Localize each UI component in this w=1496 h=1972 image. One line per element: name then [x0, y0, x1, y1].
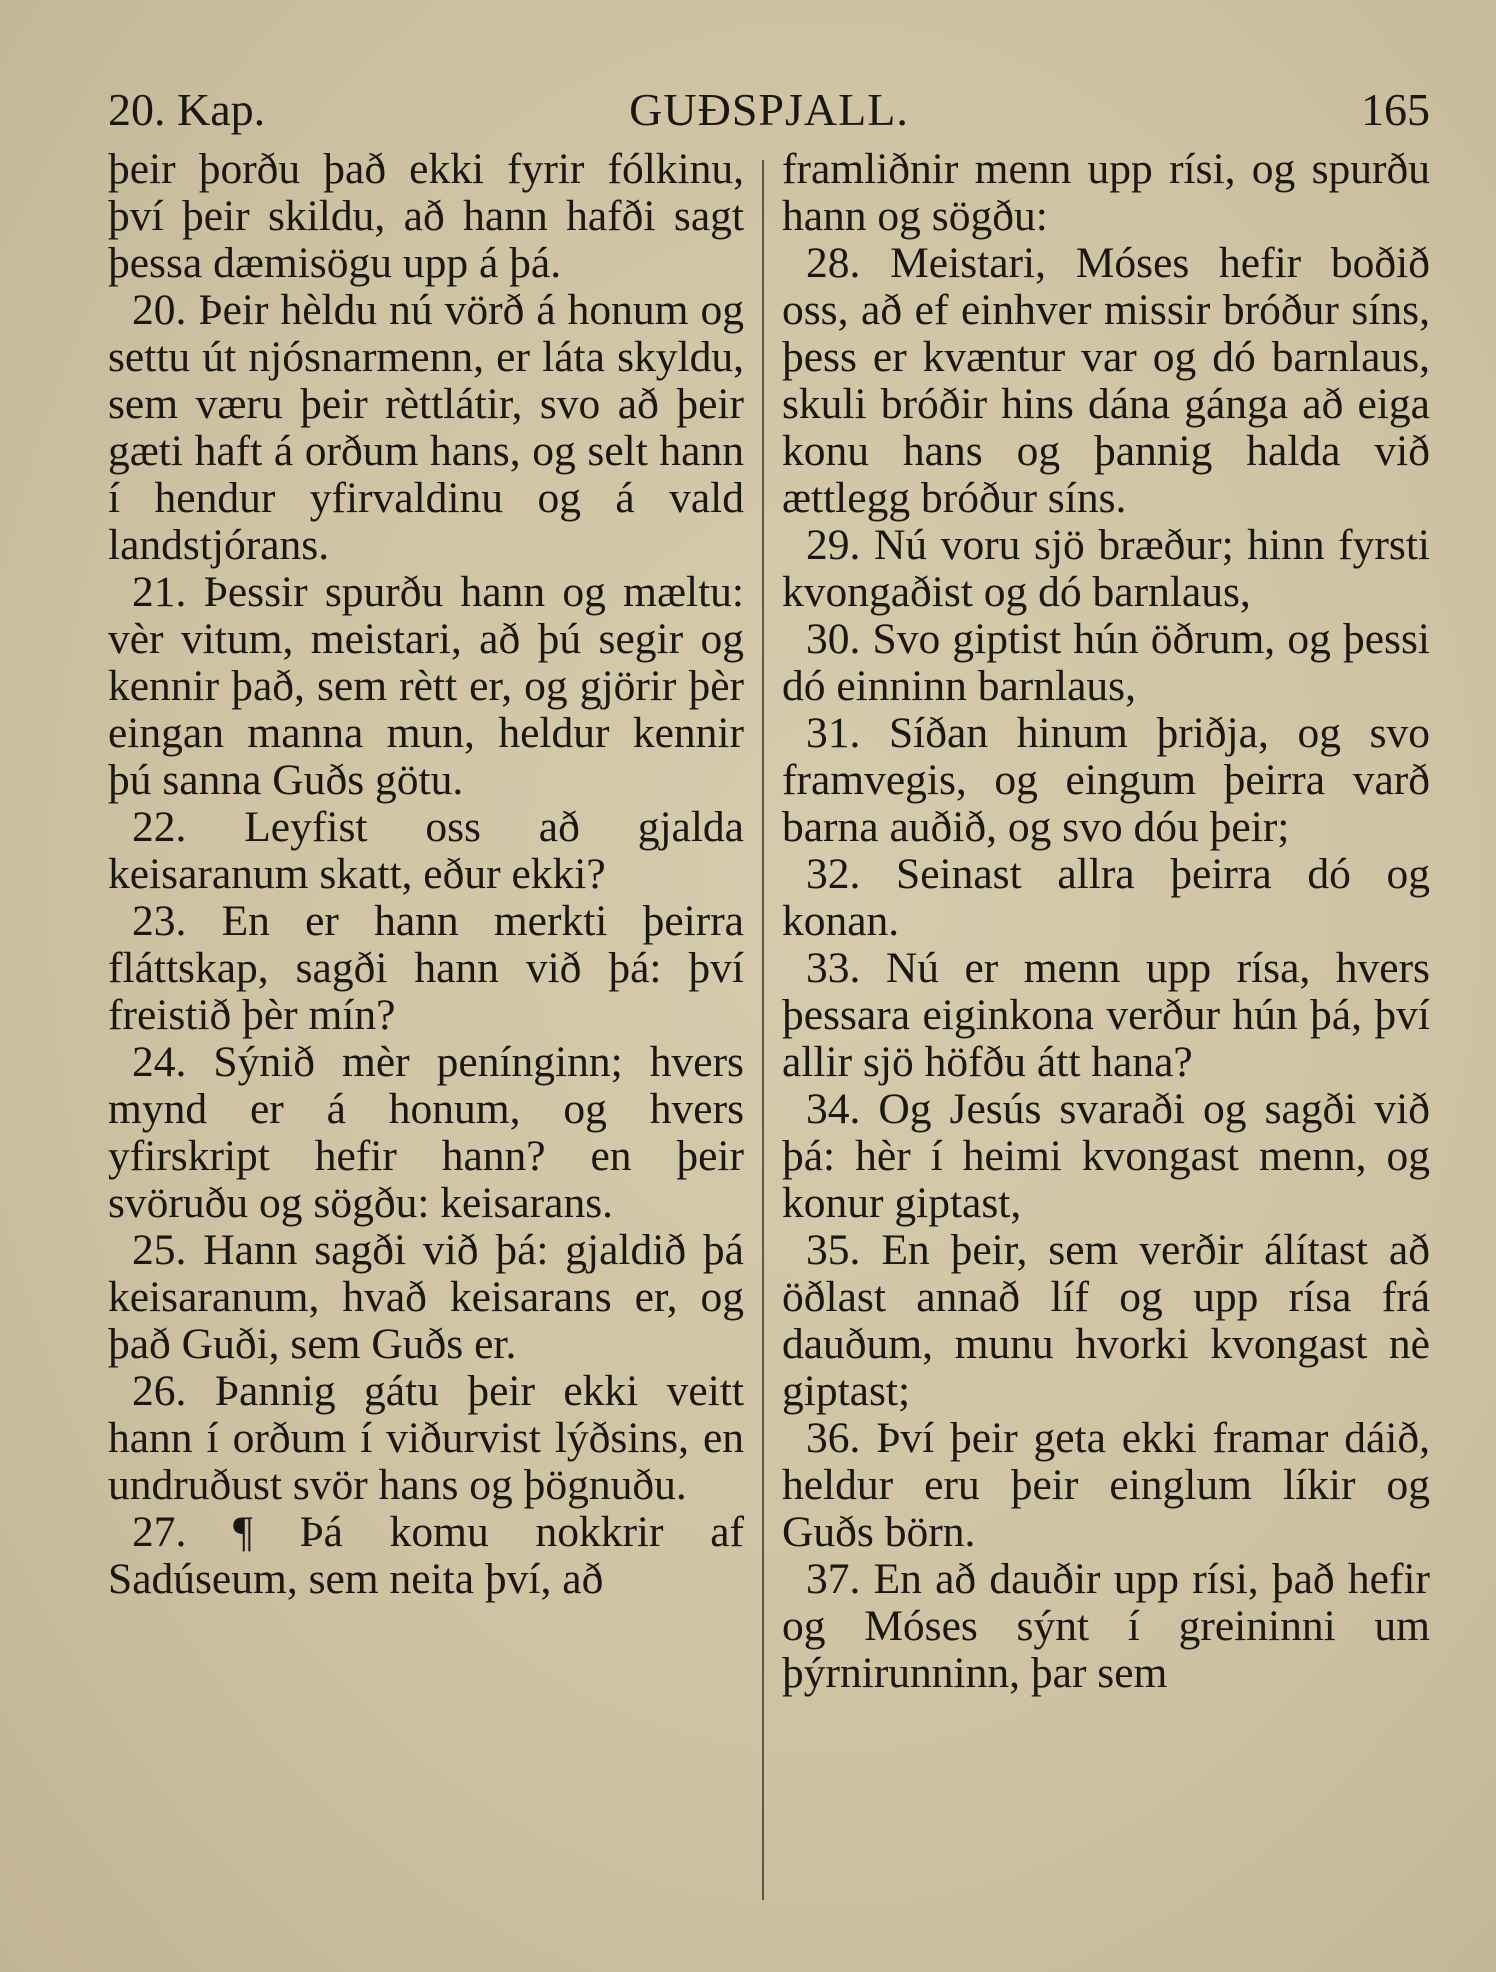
- right-column: [782, 146, 1430, 1697]
- chapter-label: 20. Kap.: [108, 84, 266, 135]
- verse-32: 32. Seinast allra þeirra dó og konan.: [782, 850, 1430, 945]
- verse-29: 29. Nú voru sjö bræður; hinn fyrsti kvongaðist og dó barnlaus,: [782, 521, 1430, 616]
- verse-34: 34. Og Jesús svaraði og sagði við þá: hèr í heimi kvongast menn, og konur giptast,: [782, 1085, 1430, 1227]
- verse-31: 31. Síðan hinum þriðja, og svo framvegis, og eingum þeirra varð barna auðið, og svo dóu þeir;: [782, 709, 1430, 851]
- verse-26: 26. Þannig gátu þeir ekki veitt hann í orðum í viðurvist lýðsins, en undruðust svör hans og þögnuðu.: [108, 1367, 744, 1509]
- page-number: 165: [1361, 84, 1430, 135]
- verse-23: 23. En er hann merkti þeirra fláttskap, sagði hann við þá: því freistið þèr mín?: [108, 897, 744, 1039]
- column-divider: [762, 160, 764, 1900]
- verse-30: 30. Svo giptist hún öðrum, og þessi dó einninn barnlaus,: [782, 615, 1430, 710]
- verse-37: 37. En að dauðir upp rísi, það hefir og Móses sýnt í greininni um þýrnirunninn, þar sem: [782, 1555, 1430, 1697]
- verse-20: 20. Þeir hèldu nú vörð á honum og settu út njósnarmenn, er láta skyldu, sem væru þeir rèttlátir, svo að þeir gæti haft á orðum hans, og selt hann í hendur yfirvaldinu og á vald landstjórans.: [108, 286, 744, 569]
- verse-24: 24. Sýnið mèr penínginn; hvers mynd er á honum, og hvers yfirskript hefir hann? en þeir svöruðu og sögðu: keisarans.: [108, 1038, 744, 1227]
- continuation-paragraph: framliðnir menn upp rísi, og spurðu hann og sögðu:: [782, 145, 1430, 240]
- verse-28: 28. Meistari, Móses hefir boðið oss, að ef einhver missir bróður síns, þess er kvæntur var og dó barnlaus, skuli bróðir hins dána gánga að eiga konu hans og þannig halda við ættlegg bróður síns.: [782, 239, 1430, 522]
- verse-33: 33. Nú er menn upp rísa, hvers þessara eiginkona verður hún þá, því allir sjö höfðu átt hana?: [782, 944, 1430, 1086]
- verse-25: 25. Hann sagði við þá: gjaldið þá keisaranum, hvað keisarans er, og það Guði, sem Guðs er.: [108, 1226, 744, 1368]
- verse-27: 27. ¶ Þá komu nokkrir af Sadúseum, sem neita því, að: [108, 1508, 744, 1603]
- verse-22: 22. Leyfist oss að gjalda keisaranum skatt, eður ekki?: [108, 803, 744, 898]
- running-header: [108, 80, 1430, 140]
- left-column: [108, 146, 744, 1603]
- verse-21: 21. Þessir spurðu hann og mæltu: vèr vitum, meistari, að þú segir og kennir það, sem rètt er, og gjörir þèr eingan manna mun, heldur kennir þú sanna Guðs götu.: [108, 568, 744, 804]
- continuation-paragraph: þeir þorðu það ekki fyrir fólkinu, því þeir skildu, að hann hafði sagt þessa dæmisögu upp á þá.: [108, 145, 744, 287]
- running-title: GUÐSPJALL.: [629, 84, 909, 135]
- verse-35: 35. En þeir, sem verðir álítast að öðlast annað líf og upp rísa frá dauðum, munu hvorki kvongast nè giptast;: [782, 1226, 1430, 1415]
- verse-36: 36. Því þeir geta ekki framar dáið, heldur eru þeir einglum líkir og Guðs börn.: [782, 1414, 1430, 1556]
